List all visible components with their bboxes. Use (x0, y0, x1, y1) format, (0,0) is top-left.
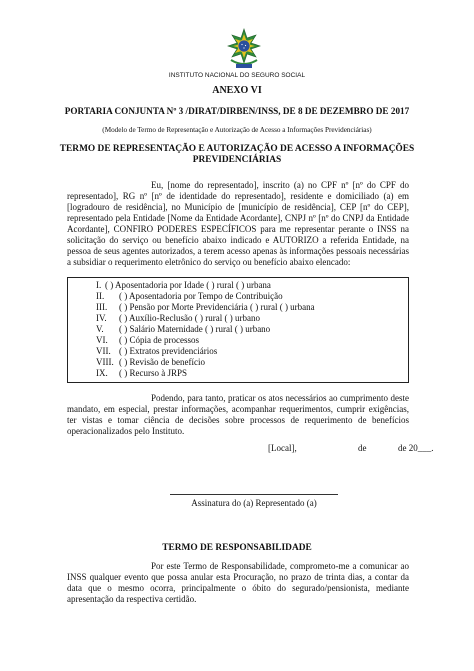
brazil-coat-of-arms-icon (226, 28, 262, 70)
term-paragraph: Eu, [nome do representado], inscrito (a) no CPF nº [nº do CPF do representado], RG nº [nº de identidade do representado], residente e domiciliado (a) em [logradouro de residência], no Município de [município de residência], CEP [nº do CEP], representado pela Entidade [Nome da Entidade Acordante], CNPJ nº [nº do CNPJ da Entidade Acordante], CONFIRO PODERES ESPECÍFICOS para me representar perante o INSS na solicitação do serviço ou benefício abaixo indicado e AUTORIZO a referida Entidade, na pessoa de seus agentes autorizados, a terem acesso apenas às informações pessoais necessárias a subsidiar o requerimento eletrônico do serviço ou benefício abaixo elencado: (67, 180, 409, 267)
signature-line (170, 494, 338, 495)
date-local: [Local], (268, 443, 297, 453)
responsibility-title: TERMO DE RESPONSABILIDADE (162, 543, 312, 553)
service-number: IX. (96, 368, 108, 378)
service-number: III. (96, 302, 108, 312)
date-de-2: de 20___. (398, 443, 434, 453)
responsibility-paragraph: Por este Termo de Responsabilidade, comprometo-me a comunicar ao INSS qualquer evento que possa anular esta Procuração, no prazo de trinta dias, a contar da data que o mesmo ocorra, principalmente o óbito do segurado/pensionista, mediante apresentação da respectiva certidão. (67, 561, 409, 604)
service-number: VIII. (96, 357, 114, 367)
term-title-line-1: TERMO DE REPRESENTAÇÃO E AUTORIZAÇÃO DE ACESSO A INFORMAÇÕES (59, 144, 415, 154)
date-de-1: de (358, 443, 367, 453)
model-note: (Modelo de Termo de Representação e Autorização de Acesso a Informações Previdenciárias) (102, 126, 372, 134)
service-label: ( ) Cópia de processos (119, 335, 199, 345)
closing-paragraph: Podendo, para tanto, praticar os atos necessários ao cumprimento deste mandato, em especial, prestar informações, acompanhar requerimentos, cumprir exigências, ter vistas e tomar ciência de decisões sobre processos de requerimento de benefícios operacionalizados pelo Instituto. (67, 393, 409, 436)
annex-title: ANEXO VI (212, 85, 262, 96)
service-number: VII. (96, 346, 111, 356)
signature-label: Assinatura do (a) Representado (a) (191, 498, 317, 508)
service-label: ( ) Pensão por Morte Previdenciária ( ) rural ( ) urbana (119, 302, 315, 312)
services-box (67, 277, 409, 383)
term-title (40, 144, 434, 166)
institute-name: INSTITUTO NACIONAL DO SEGURO SOCIAL (168, 72, 306, 79)
term-title-line-2: PREVIDENCIÁRIAS (192, 155, 282, 165)
service-number: VI. (96, 335, 108, 345)
service-label: ( ) Aposentadoria por Idade ( ) rural ( ) urbana (105, 280, 271, 290)
service-number: V. (96, 324, 104, 334)
service-label: ( ) Aposentadoria por Tempo de Contribuição (119, 291, 283, 301)
service-number: II. (96, 291, 105, 301)
service-label: ( ) Salário Maternidade ( ) rural ( ) urbano (119, 324, 271, 334)
service-label: ( ) Auxílio-Reclusão ( ) rural ( ) urbano (119, 313, 260, 323)
service-number: IV. (96, 313, 107, 323)
service-label: ( ) Recurso à JRPS (119, 368, 187, 378)
service-number: I. (96, 280, 102, 290)
service-label: ( ) Revisão de benefício (119, 357, 205, 367)
portaria-title: PORTARIA CONJUNTA Nº 3 /DIRAT/DIRBEN/INSS, DE 8 DE DEZEMBRO DE 2017 (64, 106, 410, 116)
service-label: ( ) Extratos previdenciários (119, 346, 218, 356)
